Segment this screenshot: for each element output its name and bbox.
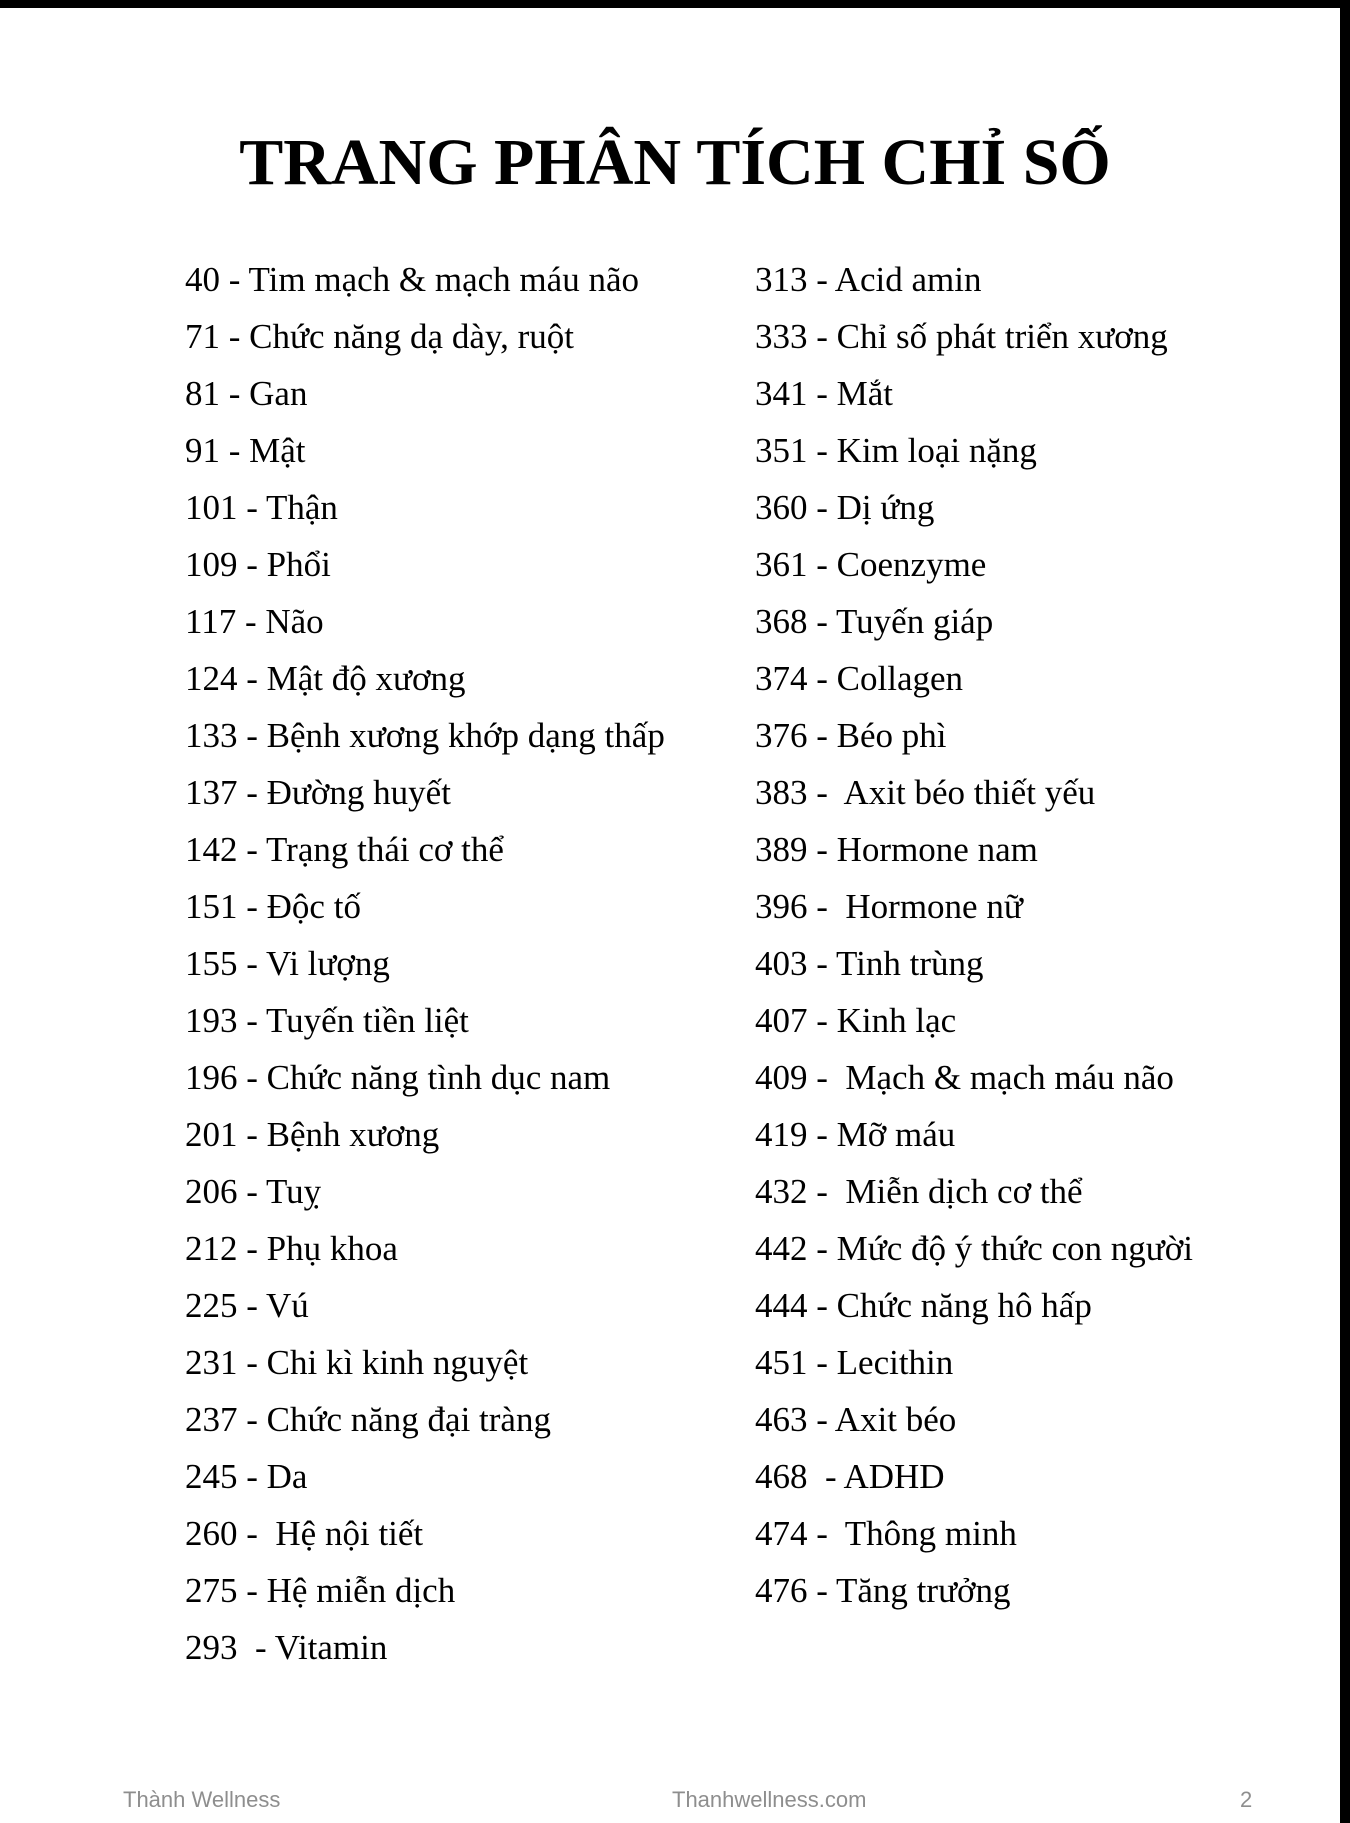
toc-entry: 432 - Miễn dịch cơ thể bbox=[755, 1172, 1083, 1211]
toc-entry: 444 - Chức năng hô hấp bbox=[755, 1286, 1092, 1325]
toc-entry: 341 - Mắt bbox=[755, 374, 894, 413]
footer-website: Thanhwellness.com bbox=[672, 1787, 867, 1812]
toc-entry: 374 - Collagen bbox=[755, 659, 964, 698]
toc-entry: 201 - Bệnh xương bbox=[185, 1115, 440, 1154]
toc-entry: 403 - Tinh trùng bbox=[755, 944, 984, 983]
toc-entry: 368 - Tuyến giáp bbox=[755, 602, 994, 641]
toc-entry: 409 - Mạch & mạch máu não bbox=[755, 1058, 1174, 1097]
toc-entry: 293 - Vitamin bbox=[185, 1628, 388, 1667]
toc-entry: 275 - Hệ miễn dịch bbox=[185, 1571, 456, 1610]
toc-entry: 212 - Phụ khoa bbox=[185, 1229, 398, 1268]
toc-entry: 225 - Vú bbox=[185, 1286, 309, 1325]
toc-entry: 396 - Hormone nữ bbox=[755, 887, 1023, 926]
toc-entry: 313 - Acid amin bbox=[755, 260, 982, 299]
toc-entry: 463 - Axit béo bbox=[755, 1400, 957, 1439]
toc-entry: 376 - Béo phì bbox=[755, 716, 947, 755]
toc-entry: 474 - Thông minh bbox=[755, 1514, 1017, 1553]
toc-entry: 260 - Hệ nội tiết bbox=[185, 1514, 424, 1553]
toc-entry: 451 - Lecithin bbox=[755, 1343, 954, 1382]
footer-page-number: 2 bbox=[1240, 1787, 1253, 1812]
toc-entry: 333 - Chỉ số phát triển xương bbox=[755, 317, 1168, 356]
toc-entry: 81 - Gan bbox=[185, 374, 308, 413]
toc-entry: 133 - Bệnh xương khớp dạng thấp bbox=[185, 716, 665, 755]
toc-entry: 206 - Tuỵ bbox=[185, 1172, 322, 1211]
toc-entry: 124 - Mật độ xương bbox=[185, 659, 466, 698]
toc-entry: 40 - Tim mạch & mạch máu não bbox=[185, 260, 639, 299]
page-right-border bbox=[1340, 0, 1350, 1823]
toc-entry: 361 - Coenzyme bbox=[755, 545, 987, 584]
toc-entry: 468 - ADHD bbox=[755, 1457, 945, 1496]
toc-entry: 101 - Thận bbox=[185, 488, 338, 527]
toc-entry: 351 - Kim loại nặng bbox=[755, 431, 1037, 470]
toc-column-left bbox=[185, 251, 665, 1676]
toc-entry: 383 - Axit béo thiết yếu bbox=[755, 773, 1096, 812]
toc-entry: 142 - Trạng thái cơ thể bbox=[185, 830, 504, 869]
toc-entry: 193 - Tuyến tiền liệt bbox=[185, 1001, 469, 1040]
toc-column-right bbox=[755, 251, 1193, 1619]
footer-brand: Thành Wellness bbox=[123, 1787, 281, 1812]
page-top-border bbox=[0, 0, 1350, 8]
toc-entry: 109 - Phổi bbox=[185, 545, 331, 584]
toc-entry: 360 - Dị ứng bbox=[755, 488, 935, 527]
toc-entry: 151 - Độc tố bbox=[185, 887, 361, 926]
toc-entry: 407 - Kinh lạc bbox=[755, 1001, 957, 1040]
toc-entry: 389 - Hormone nam bbox=[755, 830, 1038, 869]
toc-entry: 137 - Đường huyết bbox=[185, 773, 451, 812]
toc-entry: 196 - Chức năng tình dục nam bbox=[185, 1058, 611, 1097]
toc-entry: 442 - Mức độ ý thức con người bbox=[755, 1229, 1193, 1268]
toc-entry: 231 - Chi kì kinh nguyệt bbox=[185, 1343, 529, 1382]
toc-entry: 71 - Chức năng dạ dày, ruột bbox=[185, 317, 574, 356]
page-title: TRANG PHÂN TÍCH CHỈ SỐ bbox=[239, 126, 1111, 200]
toc-entry: 117 - Não bbox=[185, 602, 324, 641]
toc-entry: 237 - Chức năng đại tràng bbox=[185, 1400, 551, 1439]
toc-entry: 476 - Tăng trưởng bbox=[755, 1571, 1011, 1610]
toc-entry: 419 - Mỡ máu bbox=[755, 1115, 956, 1154]
toc-entry: 91 - Mật bbox=[185, 431, 306, 470]
toc-entry: 155 - Vi lượng bbox=[185, 944, 390, 983]
toc-entry: 245 - Da bbox=[185, 1457, 308, 1496]
